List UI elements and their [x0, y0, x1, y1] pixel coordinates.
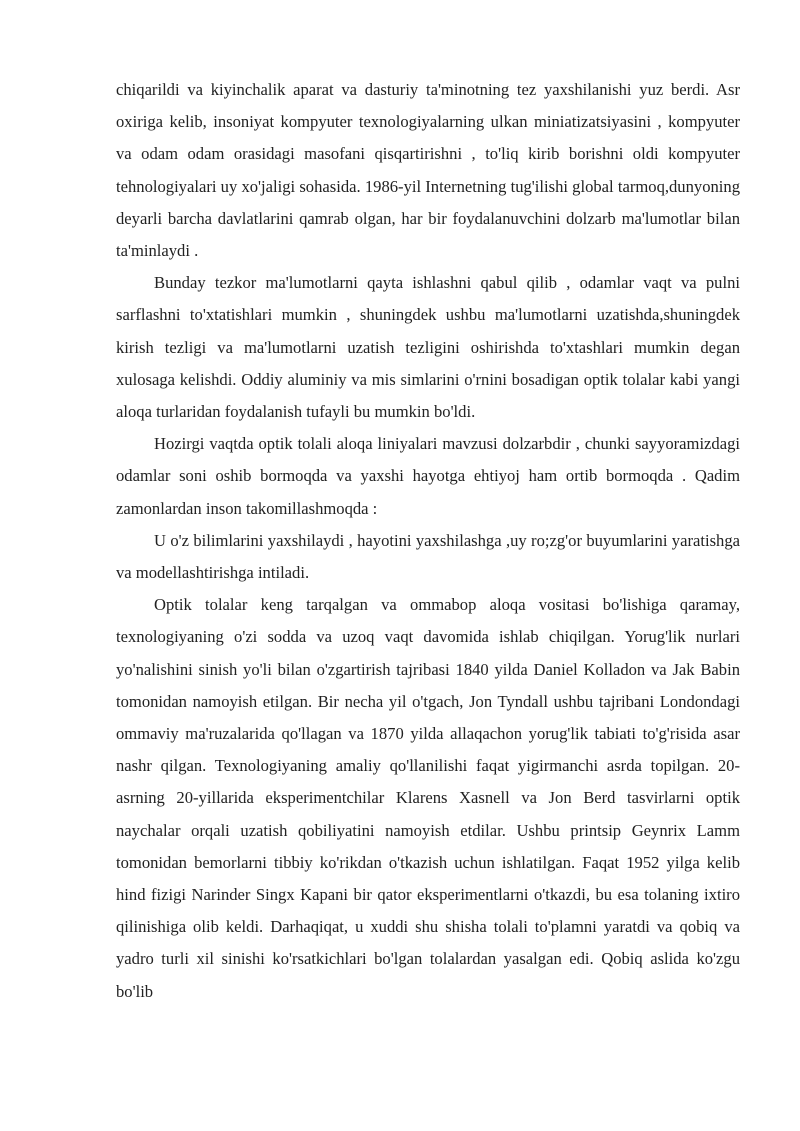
paragraph: Bunday tezkor ma'lumotlarni qayta ishlashni qabul qilib , odamlar vaqt va pulni sarflashni to'xtatishlari mumkin , shuningdek ushbu ma'lumotlarni uzatishda,shuningdek kirish tezligi va ma'lumotlarni uzatish tezligini oshirishda to'xtashlari mumkin degan xulosaga kelishdi. Oddiy aluminiy va mis simlarini o'rnini bosadigan optik tolalar kabi yangi aloqa turlaridan foydalanish tufayli bu mumkin bo'ldi.: [116, 273, 740, 422]
paragraph: Hozirgi vaqtda optik tolali aloqa liniyalari mavzusi dolzarbdir , chunki sayyoramizdagi odamlar soni oshib bormoqda va yaxshi hayotga ehtiyoj ham ortib bormoqda . Qadim zamonlardan inson takomillashmoqda :: [116, 434, 740, 518]
document-body: [116, 74, 740, 1008]
paragraph: Optik tolalar keng tarqalgan va ommabop aloqa vositasi bo'lishiga qaramay, texnologiyaning o'zi sodda va uzoq vaqt davomida ishlab chiqilgan. Yorug'lik nurlari yo'nalishini sinish yo'li bilan o'zgartirish tajribasi 1840 yilda Daniel Kolladon va Jak Babin tomonidan namoyish etilgan. Bir necha yil o'tgach, Jon Tyndall ushbu tajribani Londondagi ommaviy ma'ruzalarida qo'llagan va 1870 yilda allaqachon yorug'lik tabiati to'g'risida asar nashr qilgan. Texnologiyaning amaliy qo'llanilishi faqat yigirmanchi asrda topilgan. 20-asrning 20-yillarida eksperimentchilar Klarens Xasnell va Jon Berd tasvirlarni optik naychalar orqali uzatish qobiliyatini namoyish etdilar. Ushbu printsip Geynrix Lamm tomonidan bemorlarni tibbiy ko'rikdan o'tkazish uchun ishlatilgan. Faqat 1952 yilga kelib hind fizigi Narinder Singx Kapani bir qator eksperimentlarni o'tkazdi, bu esa tolaning ixtiro qilinishiga olib keldi. Darhaqiqat, u xuddi shu shisha tolali to'plamni yaratdi va qobiq va yadro turli xil sinishi ko'rsatkichlari bo'lgan tolalardan yasalgan edi. Qobiq aslida ko'zgu bo'lib: [116, 595, 740, 1001]
paragraph: U o'z bilimlarini yaxshilaydi , hayotini yaxshilashga ,uy ro;zg'or buyumlarini yaratishga va modellashtirishga intiladi.: [116, 530, 740, 583]
paragraph-continuation: chiqarildi va kiyinchalik aparat va dasturiy ta'minotning tez yaxshilanishi yuz berdi. Asr oxiriga kelib, insoniyat kompyuter texnologiyalarning ulkan miniatizatsiyasini , kompyuter va odam odam orasidagi masofani qisqartirishni , to'liq kirib borishni oldi kompyuter tehnologiyalari uy xo'jaligi sohasida. 1986-yil Internetning tug'ilishi global tarmoq,dunyoning deyarli barcha davlatlarini qamrab olgan, har bir foydalanuvchini dolzarb ma'lumotlar bilan ta'minlaydi .: [116, 80, 740, 261]
